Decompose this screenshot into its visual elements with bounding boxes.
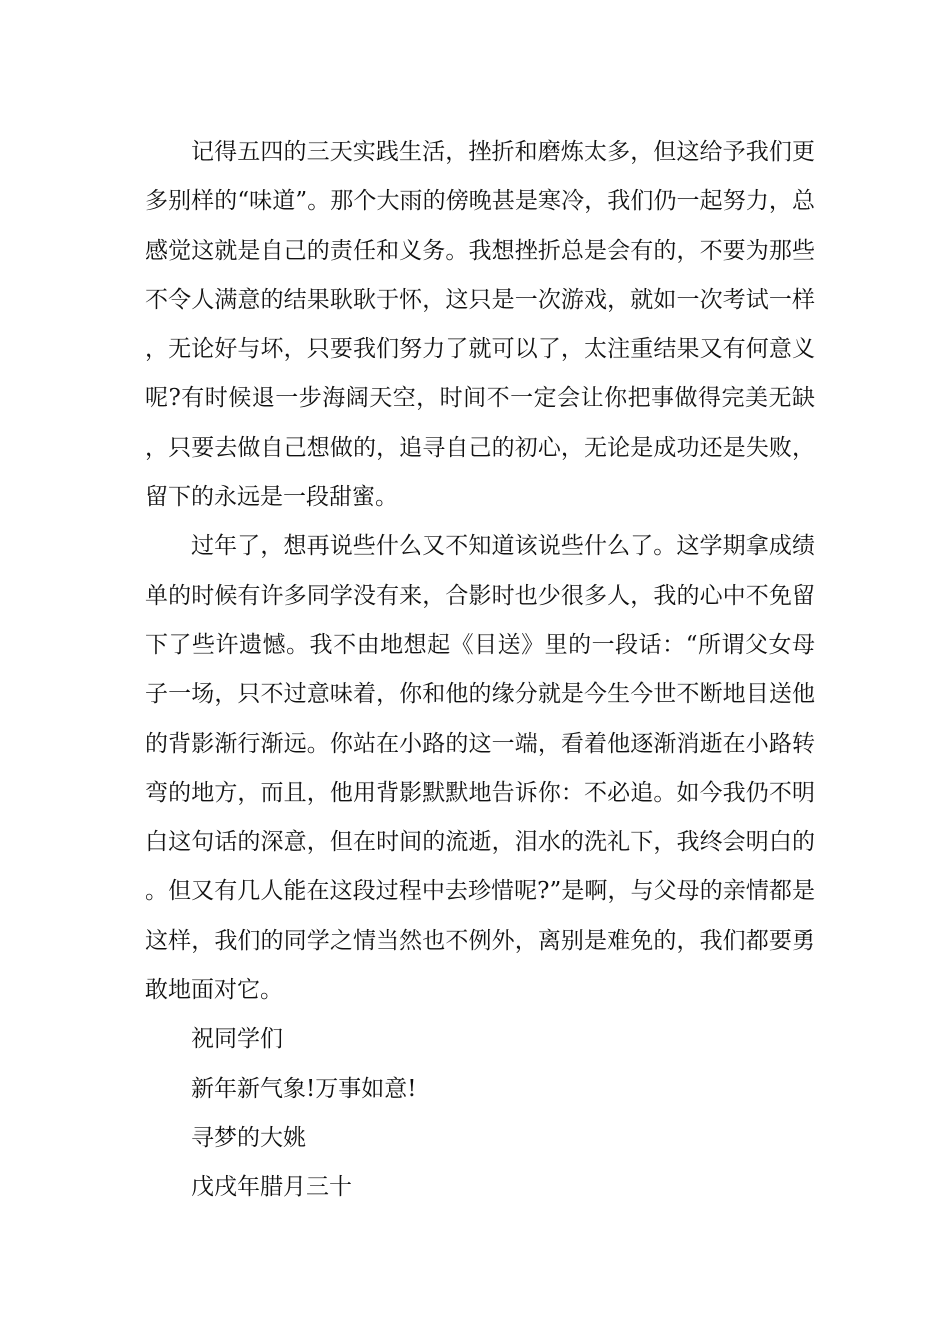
- closing-wish-message: 新年新气象!万事如意!: [191, 1075, 417, 1102]
- paragraph-new-year-reflection: 过年了，想再说些什么又不知道该说些什么了。这学期拿成绩单的时候有许多同学没有来，合影时也少很多人，我的心中不免留下了些许遗憾。我不由地想起《目送》里的一段话：“所谓父女母子一场，只不过意味着，你和他的缘分就是今生今世不断地目送他的背影渐行渐远。你站在小路的这一端，看着他逐渐消逝在小路转弯的地方，而且，他用背影默默地告诉你：不必追。如今我仍不明白这句话的深意，但在时间的流逝，泪水的洗礼下，我终会明白的。但又有几人能在这段过程中去珍惜呢?”是啊，与父母的亲情都是这样，我们的同学之情当然也不例外，离别是难免的，我们都要勇敢地面对它。: [145, 533, 815, 1004]
- paragraph-practice-memories: 记得五四的三天实践生活，挫折和磨炼太多，但这给予我们更多别样的“味道”。那个大雨的傍晚甚是寒冷，我们仍一起努力，总感觉这就是自己的责任和义务。我想挫折总是会有的，不要为那些不令人满意的结果耿耿于怀，这只是一次游戏，就如一次考试一样，无论好与坏，只要我们努力了就可以了，太注重结果又有何意义呢?有时候退一步海阔天空，时间不一定会让你把事做得完美无缺，只要去做自己想做的，追寻自己的初心，无论是成功还是失败，留下的永远是一段甜蜜。: [145, 139, 815, 511]
- signature: 寻梦的大姚: [191, 1124, 306, 1151]
- closing-wish-recipients: 祝同学们: [191, 1026, 283, 1053]
- letter-body: [145, 128, 815, 1213]
- letter-date: 戊戌年腊月三十: [191, 1174, 352, 1201]
